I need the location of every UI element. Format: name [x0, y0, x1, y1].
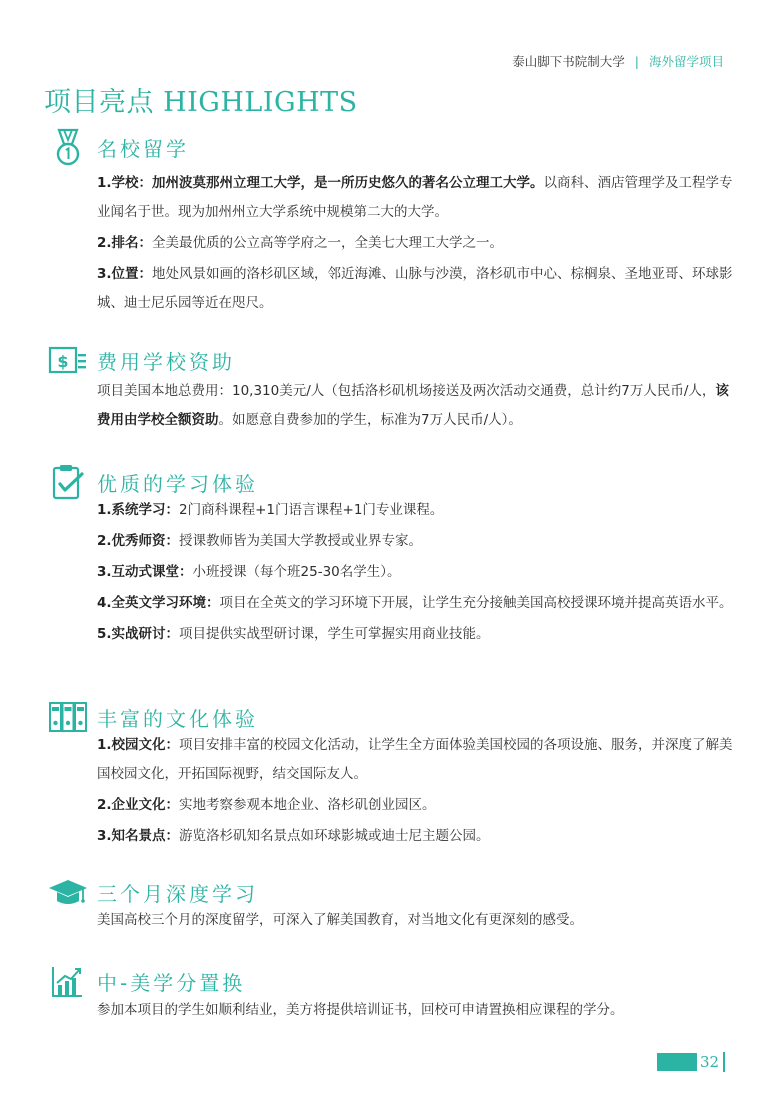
university-name: 泰山脚下书院制大学	[512, 54, 625, 69]
section-funding	[48, 340, 738, 435]
section-title: 丰富的文化体验	[97, 707, 258, 731]
page-number-bar	[657, 1053, 697, 1071]
section-cultural-experience	[48, 697, 738, 851]
clipboard-check-icon	[48, 462, 88, 502]
list-item: 1.学校：加州波莫那州立理工大学，是一所历史悠久的著名公立理工大学。以商科、酒店管理学及工程学专业闻名于世。现为加州州立大学系统中规模第二大的大学。	[97, 175, 733, 220]
header-divider: |	[634, 54, 639, 69]
list-item: 2.企业文化：实地考察参观本地企业、洛杉矶创业园区。	[97, 797, 436, 813]
section-title: 费用学校资助	[97, 350, 235, 374]
section-title: 优质的学习体验	[97, 472, 258, 496]
svg-text:$: $	[57, 352, 69, 371]
list-item: 2.优秀师资：授课教师皆为美国大学教授或业界专家。	[97, 533, 423, 549]
section-credit-transfer	[48, 961, 738, 1025]
page-number-tick	[723, 1052, 725, 1072]
list-item: 1.系统学习：2门商科课程+1门语言课程+1门专业课程。	[97, 502, 444, 518]
page-title: 项目亮点 HIGHLIGHTS	[44, 87, 358, 118]
paragraph: 项目美国本地总费用：10,310美元/人（包括洛杉矶机场接送及两次活动交通费，总计约7万人民币/人，该费用由学校全额资助。如愿意自费参加的学生，标准为7万人民币/人）。	[97, 383, 729, 428]
page-header	[512, 52, 724, 70]
list-item: 2.排名：全美最优质的公立高等学府之一，全美七大理工大学之一。	[97, 235, 504, 251]
page-number-text: 32	[700, 1053, 720, 1071]
section-title: 三个月深度学习	[97, 882, 258, 906]
medal-icon	[48, 127, 88, 167]
paragraph: 参加本项目的学生如顺利结业，美方将提供培训证书，回校可申请置换相应课程的学分。	[97, 1002, 624, 1018]
list-item: 4.全英文学习环境：项目在全英文的学习环境下开展，让学生充分接触美国高校授课环境并提高英语水平。	[97, 595, 733, 611]
graduation-cap-icon	[48, 872, 88, 912]
page-number	[657, 1052, 725, 1072]
program-name: 海外留学项目	[648, 54, 724, 69]
growth-chart-icon	[48, 961, 88, 1001]
section-prestigious-school	[48, 127, 738, 318]
list-item: 5.实战研讨：项目提供实战型研讨课，学生可掌握实用商业技能。	[97, 626, 490, 642]
list-item: 3.位置：地处风景如画的洛杉矶区域，邻近海滩、山脉与沙漠，洛杉矶市中心、棕榈泉、圣地亚哥、环球影城、迪士尼乐园等近在咫尺。	[97, 266, 733, 311]
section-three-month-study	[48, 872, 738, 935]
section-title: 名校留学	[97, 137, 189, 161]
list-item: 3.互动式课堂：小班授课（每个班25-30名学生）。	[97, 564, 401, 580]
binders-icon	[48, 697, 88, 737]
list-item: 1.校园文化：项目安排丰富的校园文化活动，让学生全方面体验美国校园的各项设施、服务，并深度了解美国校园文化，开拓国际视野，结交国际友人。	[97, 737, 733, 782]
section-learning-experience	[48, 462, 738, 649]
section-title: 中-美学分置换	[97, 971, 246, 995]
dollar-bill-icon	[48, 340, 88, 380]
paragraph: 美国高校三个月的深度留学，可深入了解美国教育，对当地文化有更深刻的感受。	[97, 912, 583, 928]
list-item: 3.知名景点：游览洛杉矶知名景点如环球影城或迪士尼主题公园。	[97, 828, 490, 844]
